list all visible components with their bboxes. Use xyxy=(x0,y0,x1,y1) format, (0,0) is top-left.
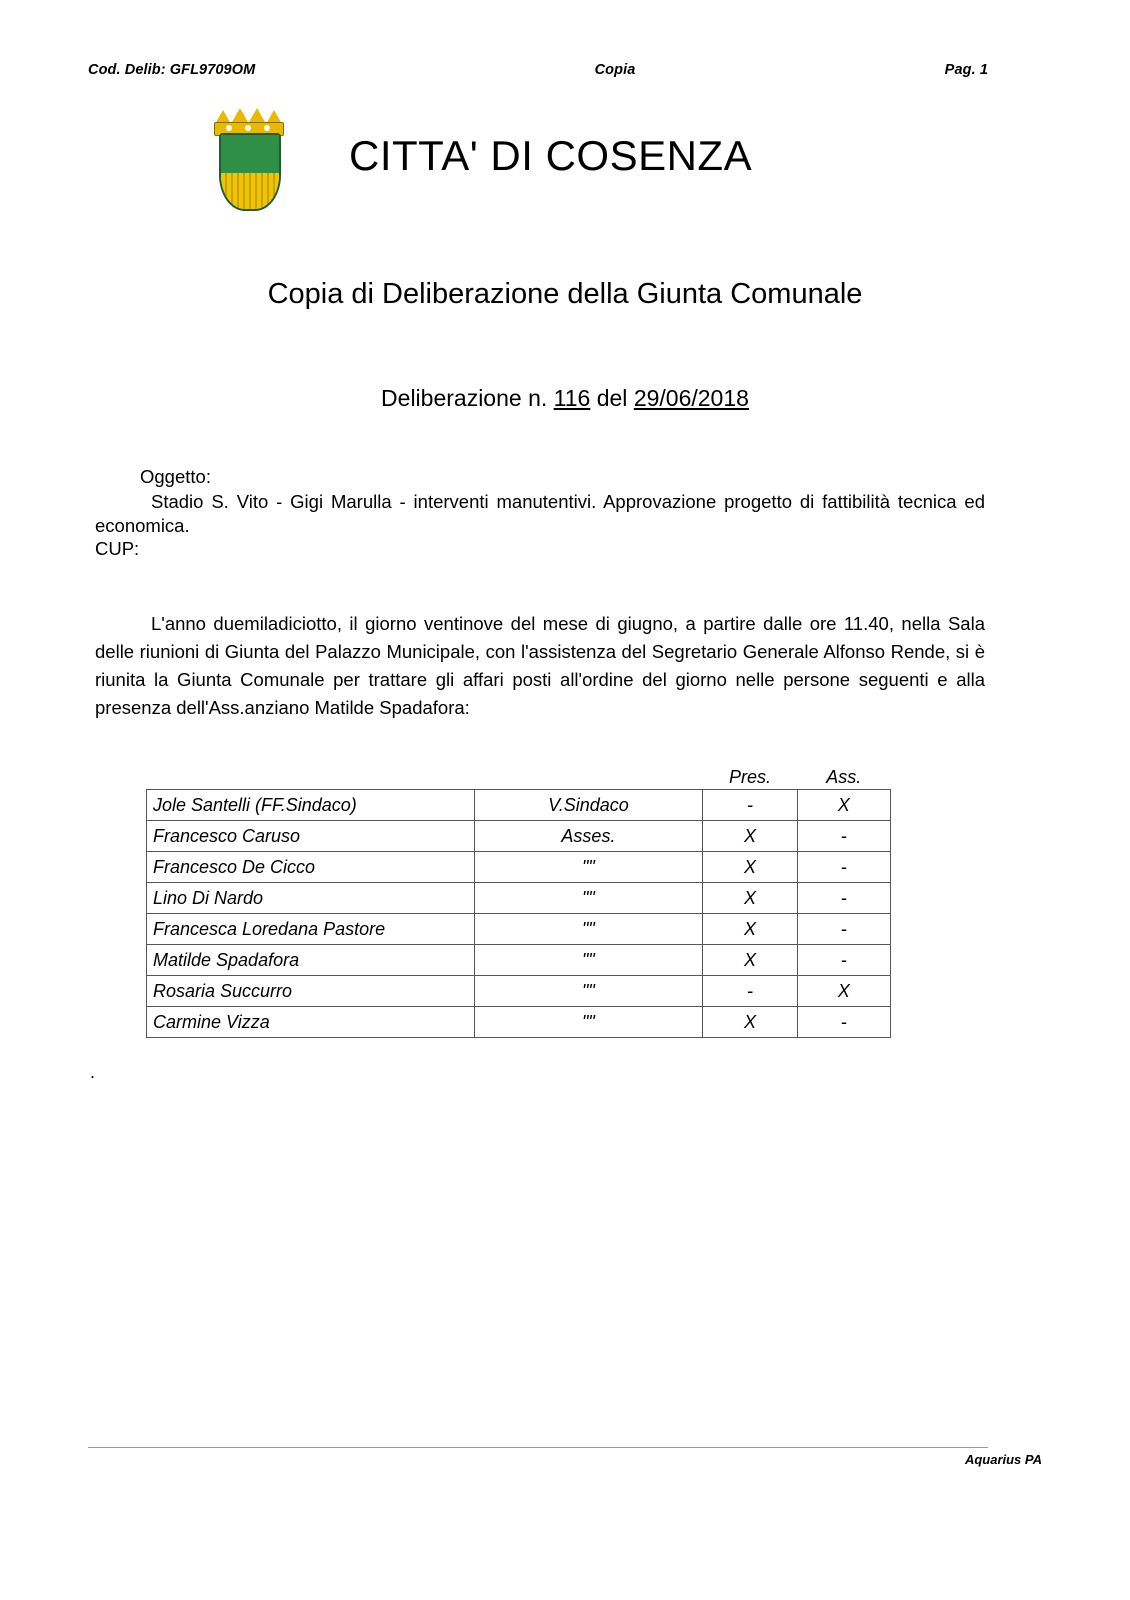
cup-label: CUP: xyxy=(95,538,140,559)
column-header-name xyxy=(147,760,475,790)
member-absent: - xyxy=(797,883,890,914)
table-row xyxy=(147,852,891,883)
document-subtitle: Copia di Deliberazione della Giunta Comunale xyxy=(267,278,863,310)
footer-branding: Aquarius PA xyxy=(964,1452,1042,1467)
member-name: Francesco Caruso xyxy=(147,821,475,852)
deliberation-prefix: Deliberazione n. xyxy=(381,385,554,411)
member-present: X xyxy=(703,883,797,914)
member-present: X xyxy=(703,945,797,976)
member-present: X xyxy=(703,1007,797,1038)
member-role: "" xyxy=(474,883,703,914)
member-name: Francesco De Cicco xyxy=(147,852,475,883)
deliberation-middle: del xyxy=(590,385,634,411)
table-row xyxy=(147,790,891,821)
attendance-table-wrap xyxy=(146,760,891,1038)
member-role: "" xyxy=(474,914,703,945)
shield-icon xyxy=(219,133,281,211)
deliberation-date: 29/06/2018 xyxy=(633,385,749,411)
member-absent: - xyxy=(797,852,890,883)
deliberation-line xyxy=(0,385,1130,412)
title-row xyxy=(0,100,1130,212)
member-role: "" xyxy=(474,976,703,1007)
oggetto-text: Stadio S. Vito - Gigi Marulla - interventi manutentivi. Approvazione progetto di fattibilità tecnica ed economica. xyxy=(95,491,985,536)
member-role: Asses. xyxy=(474,821,703,852)
body-paragraph: L'anno duemiladiciotto, il giorno ventinove del mese di giugno, a partire dalle ore 11.40, nella Sala delle riunioni di Giunta del Palazzo Municipale, con l'assistenza del Segretario Generale Alfonso Rende, si è riunita la Giunta Comunale per trattare gli affari posti all'ordine del giorno nelle persone seguenti e alla presenza dell'Ass.anziano Matilde Spadafora: xyxy=(95,613,985,718)
column-header-pres: Pres. xyxy=(728,767,771,787)
column-header-ass: Ass. xyxy=(826,767,862,787)
member-name: Lino Di Nardo xyxy=(147,883,475,914)
paragraph-marker: . xyxy=(90,1062,96,1082)
member-name: Matilde Spadafora xyxy=(147,945,475,976)
column-header-role xyxy=(474,760,703,790)
member-absent: X xyxy=(797,790,890,821)
table-row xyxy=(147,821,891,852)
table-row xyxy=(147,883,891,914)
member-absent: - xyxy=(797,821,890,852)
member-present: - xyxy=(703,790,797,821)
page-title: CITTA' DI COSENZA xyxy=(349,132,753,179)
table-header-row xyxy=(147,760,891,790)
document-header xyxy=(88,62,988,78)
member-absent: - xyxy=(797,914,890,945)
member-name: Carmine Vizza xyxy=(147,1007,475,1038)
city-coat-of-arms-icon xyxy=(205,100,291,212)
member-role: V.Sindaco xyxy=(474,790,703,821)
footer-divider xyxy=(88,1447,988,1448)
crown-icon xyxy=(214,108,282,134)
member-role: "" xyxy=(474,852,703,883)
member-absent: - xyxy=(797,945,890,976)
member-absent: X xyxy=(797,976,890,1007)
body-paragraph-wrap xyxy=(95,610,985,722)
member-name: Jole Santelli (FF.Sindaco) xyxy=(147,790,475,821)
table-row xyxy=(147,1007,891,1038)
member-present: X xyxy=(703,821,797,852)
copy-label: Copia xyxy=(594,62,636,78)
oggetto-label: Oggetto: xyxy=(140,466,211,487)
member-present: X xyxy=(703,852,797,883)
oggetto-text-wrap xyxy=(95,490,985,538)
member-absent: - xyxy=(797,1007,890,1038)
member-present: X xyxy=(703,914,797,945)
table-row xyxy=(147,945,891,976)
member-present: - xyxy=(703,976,797,1007)
member-role: "" xyxy=(474,1007,703,1038)
deliberation-code: Cod. Delib: GFL9709OM xyxy=(88,62,256,78)
member-name: Francesca Loredana Pastore xyxy=(147,914,475,945)
deliberation-number: 116 xyxy=(553,385,591,411)
table-row xyxy=(147,914,891,945)
attendance-table xyxy=(146,760,891,1038)
member-name: Rosaria Succurro xyxy=(147,976,475,1007)
table-row xyxy=(147,976,891,1007)
page-number: Pag. 1 xyxy=(944,62,988,78)
member-role: "" xyxy=(474,945,703,976)
